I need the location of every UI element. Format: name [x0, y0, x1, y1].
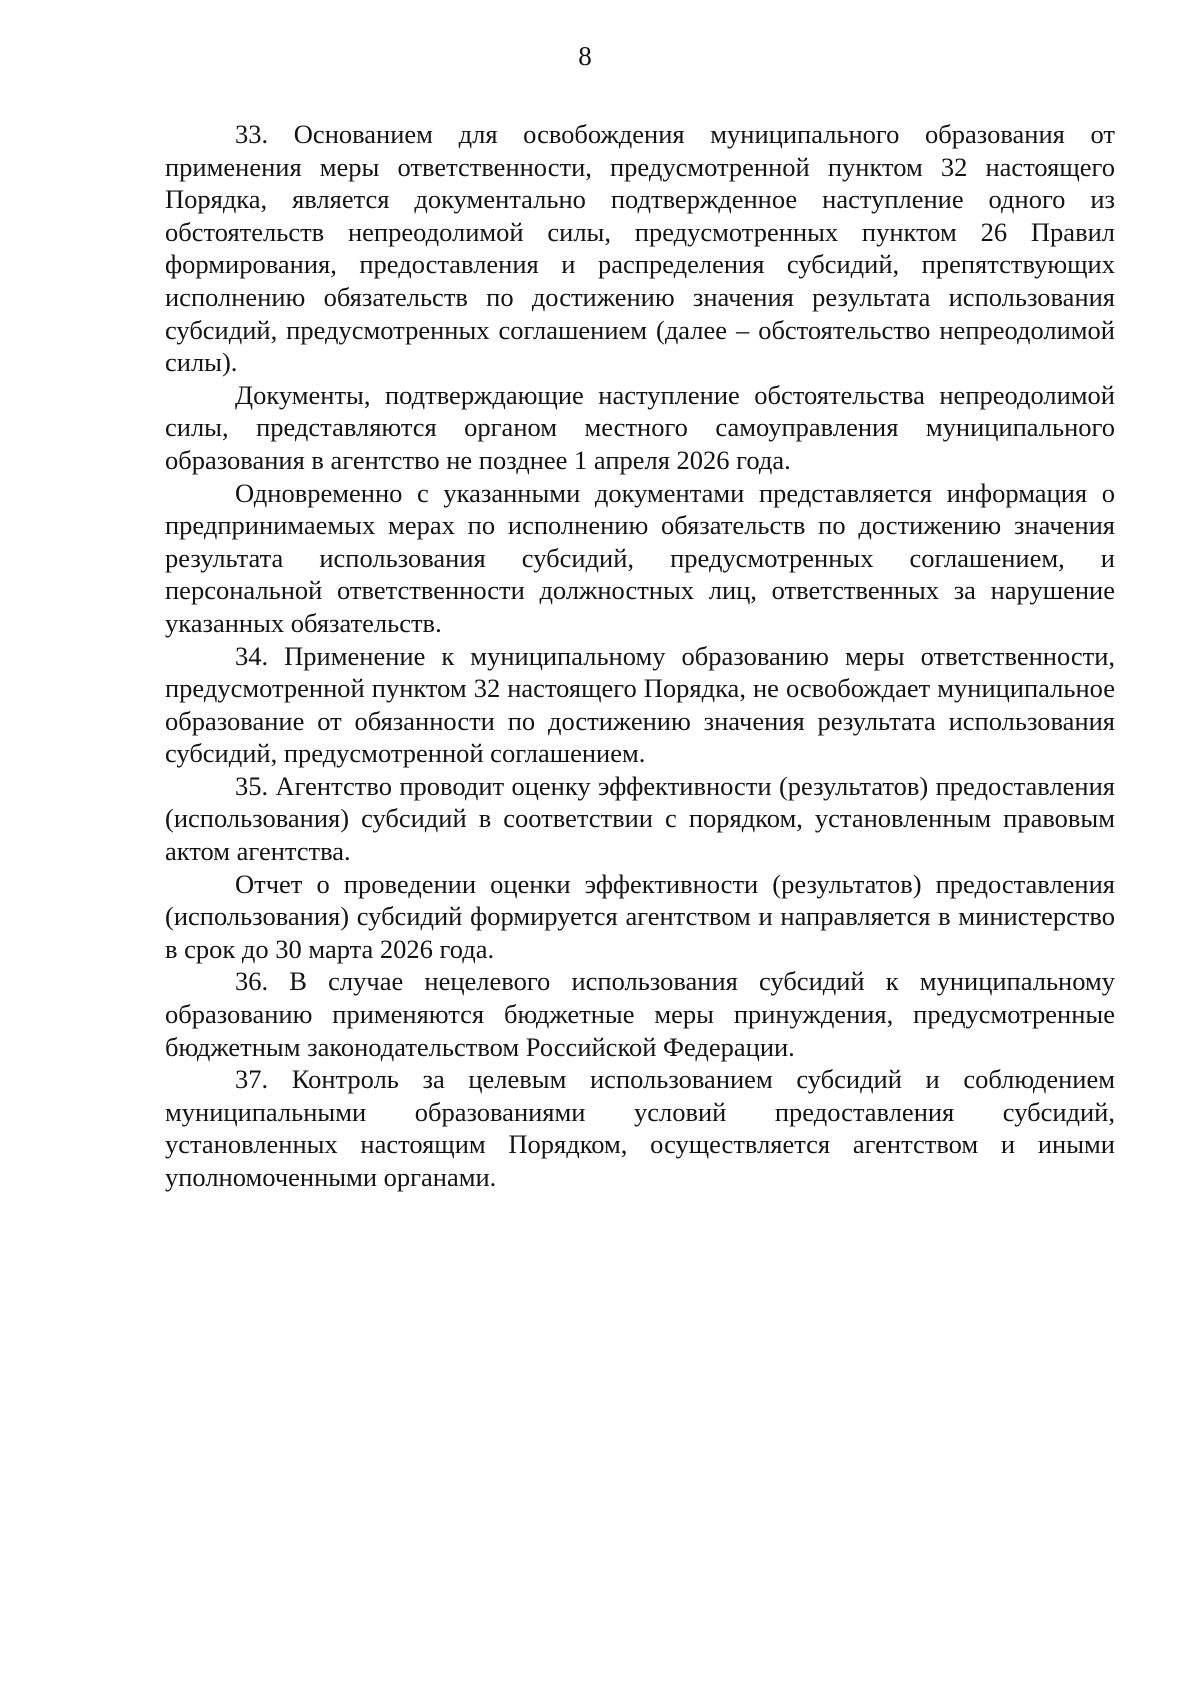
paragraph-34: 34. Применение к муниципальному образованию меры ответственности, предусмотренной пунктом 32 настоящего Порядка, не освобождает муниципальное образование от обязанности по достижению значения результата использования субсидий, предусмотренной соглашением. — [165, 640, 1115, 769]
paragraph-35: 35. Агентство проводит оценку эффективности (результатов) предоставления (использования) субсидий в соответствии с порядком, установленным правовым актом агентства. — [165, 770, 1115, 867]
paragraph-evaluation-report: Отчет о проведении оценки эффективности (результатов) предоставления (использования) субсидий формируется агентством и направляется в министерство в срок до 30 марта 2026 года. — [165, 868, 1115, 964]
document-body — [165, 118, 1115, 1194]
paragraph-33: 33. Основанием для освобождения муниципального образования от применения меры ответственности, предусмотренной пунктом 32 настоящего Порядка, является документально подтвержденное наступление одного из обстоятельств непреодолимой силы, предусмотренных пунктом 26 Правил формирования, предоставления и распределения субсидий, препятствующих исполнению обязательств по достижению значения результата использования субсидий, предусмотренных соглашением (далее – обстоятельство непреодолимой силы). — [165, 119, 1115, 378]
paragraph-force-majeure-documents: Документы, подтверждающие наступление обстоятельства непреодолимой силы, представляются органом местного самоуправления муниципального образования в агентство не позднее 1 апреля 2026 года. — [165, 379, 1115, 475]
paragraph-measures-information: Одновременно с указанными документами представляется информация о предпринимаемых мерах по исполнению обязательств по достижению значения результата использования субсидий, предусмотренных соглашением, и персональной ответственности должностных лиц, ответственных за нарушение указанных обязательств. — [165, 477, 1115, 638]
paragraph-36: 36. В случае нецелевого использования субсидий к муниципальному образованию применяются бюджетные меры принуждения, предусмотренные бюджетным законодательством Российской Федерации. — [165, 966, 1115, 1062]
paragraph-37: 37. Контроль за целевым использованием субсидий и соблюдением муниципальными образованиями условий предоставления субсидий, установленных настоящим Порядком, осуществляется агентством и иными уполномоченными органами. — [165, 1064, 1115, 1192]
page-number: 8 — [578, 41, 592, 71]
